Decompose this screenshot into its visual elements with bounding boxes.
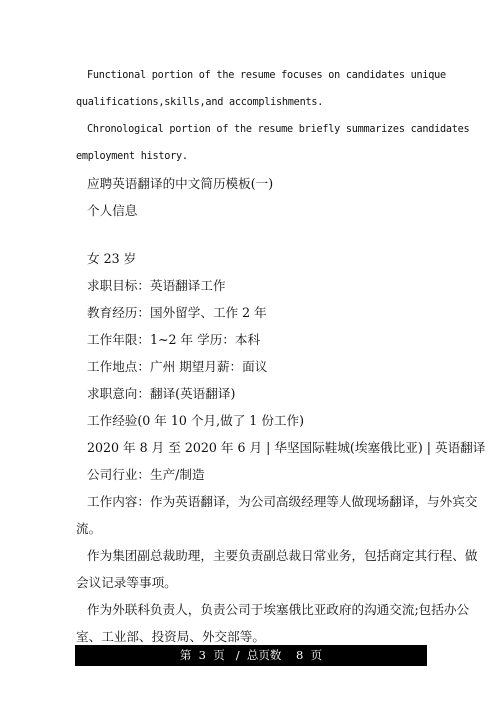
resume-chronological-line-1: Chronological portion of the resume briefly summarizes candidates bbox=[87, 124, 470, 135]
company-industry: 公司行业：生产/制造 bbox=[87, 467, 205, 482]
resume-functional-line-1: Functional portion of the resume focuses on candidates unique bbox=[87, 70, 446, 81]
assistant-duty-line-2: 会议记录等事项。 bbox=[76, 575, 177, 590]
job-objective: 求职目标：英语翻译工作 bbox=[87, 278, 226, 293]
liaison-duty-line-2: 室、工业部、投资局、外交部等。 bbox=[76, 629, 265, 644]
assistant-duty-line-1: 作为集团副总裁助理，主要负责副总裁日常业务，包括商定其行程、做 bbox=[87, 548, 478, 563]
work-experience-summary: 工作经验(0 年 10 个月,做了 1 份工作) bbox=[87, 413, 305, 428]
resume-functional-line-2: qualifications,skills,and accomplishments. bbox=[76, 97, 324, 108]
job-intention: 求职意向：翻译(英语翻译) bbox=[87, 386, 236, 401]
liaison-duty-line-1: 作为外联科负责人，负责公司于埃塞俄比亚政府的沟通交流;包括办公 bbox=[87, 602, 470, 617]
work-content-line-2: 流。 bbox=[76, 521, 102, 536]
work-years-degree: 工作年限：1~2 年 学历：本科 bbox=[87, 332, 261, 347]
work-content-line-1: 工作内容：作为英语翻译，为公司高级经理等人做现场翻译，与外宾交 bbox=[87, 494, 478, 509]
blank-line bbox=[76, 224, 428, 245]
education-experience: 教育经历：国外留学、工作 2 年 bbox=[87, 305, 267, 320]
template-title: 应聘英语翻译的中文简历模板(一) bbox=[87, 176, 274, 191]
page-footer: 第 3 页 / 总页数 8 页 bbox=[75, 645, 427, 666]
gender-age: 女 23 岁 bbox=[87, 251, 137, 266]
work-location-salary: 工作地点：广州 期望月薪：面议 bbox=[87, 359, 268, 374]
employment-period: 2020 年 8 月 至 2020 年 6 月 | 华坚国际鞋城(埃塞俄比亚) | 英语翻译 bbox=[87, 440, 486, 455]
personal-info-heading: 个人信息 bbox=[87, 203, 138, 218]
document-body bbox=[76, 62, 486, 650]
resume-chronological-line-2: employment history. bbox=[76, 151, 188, 162]
